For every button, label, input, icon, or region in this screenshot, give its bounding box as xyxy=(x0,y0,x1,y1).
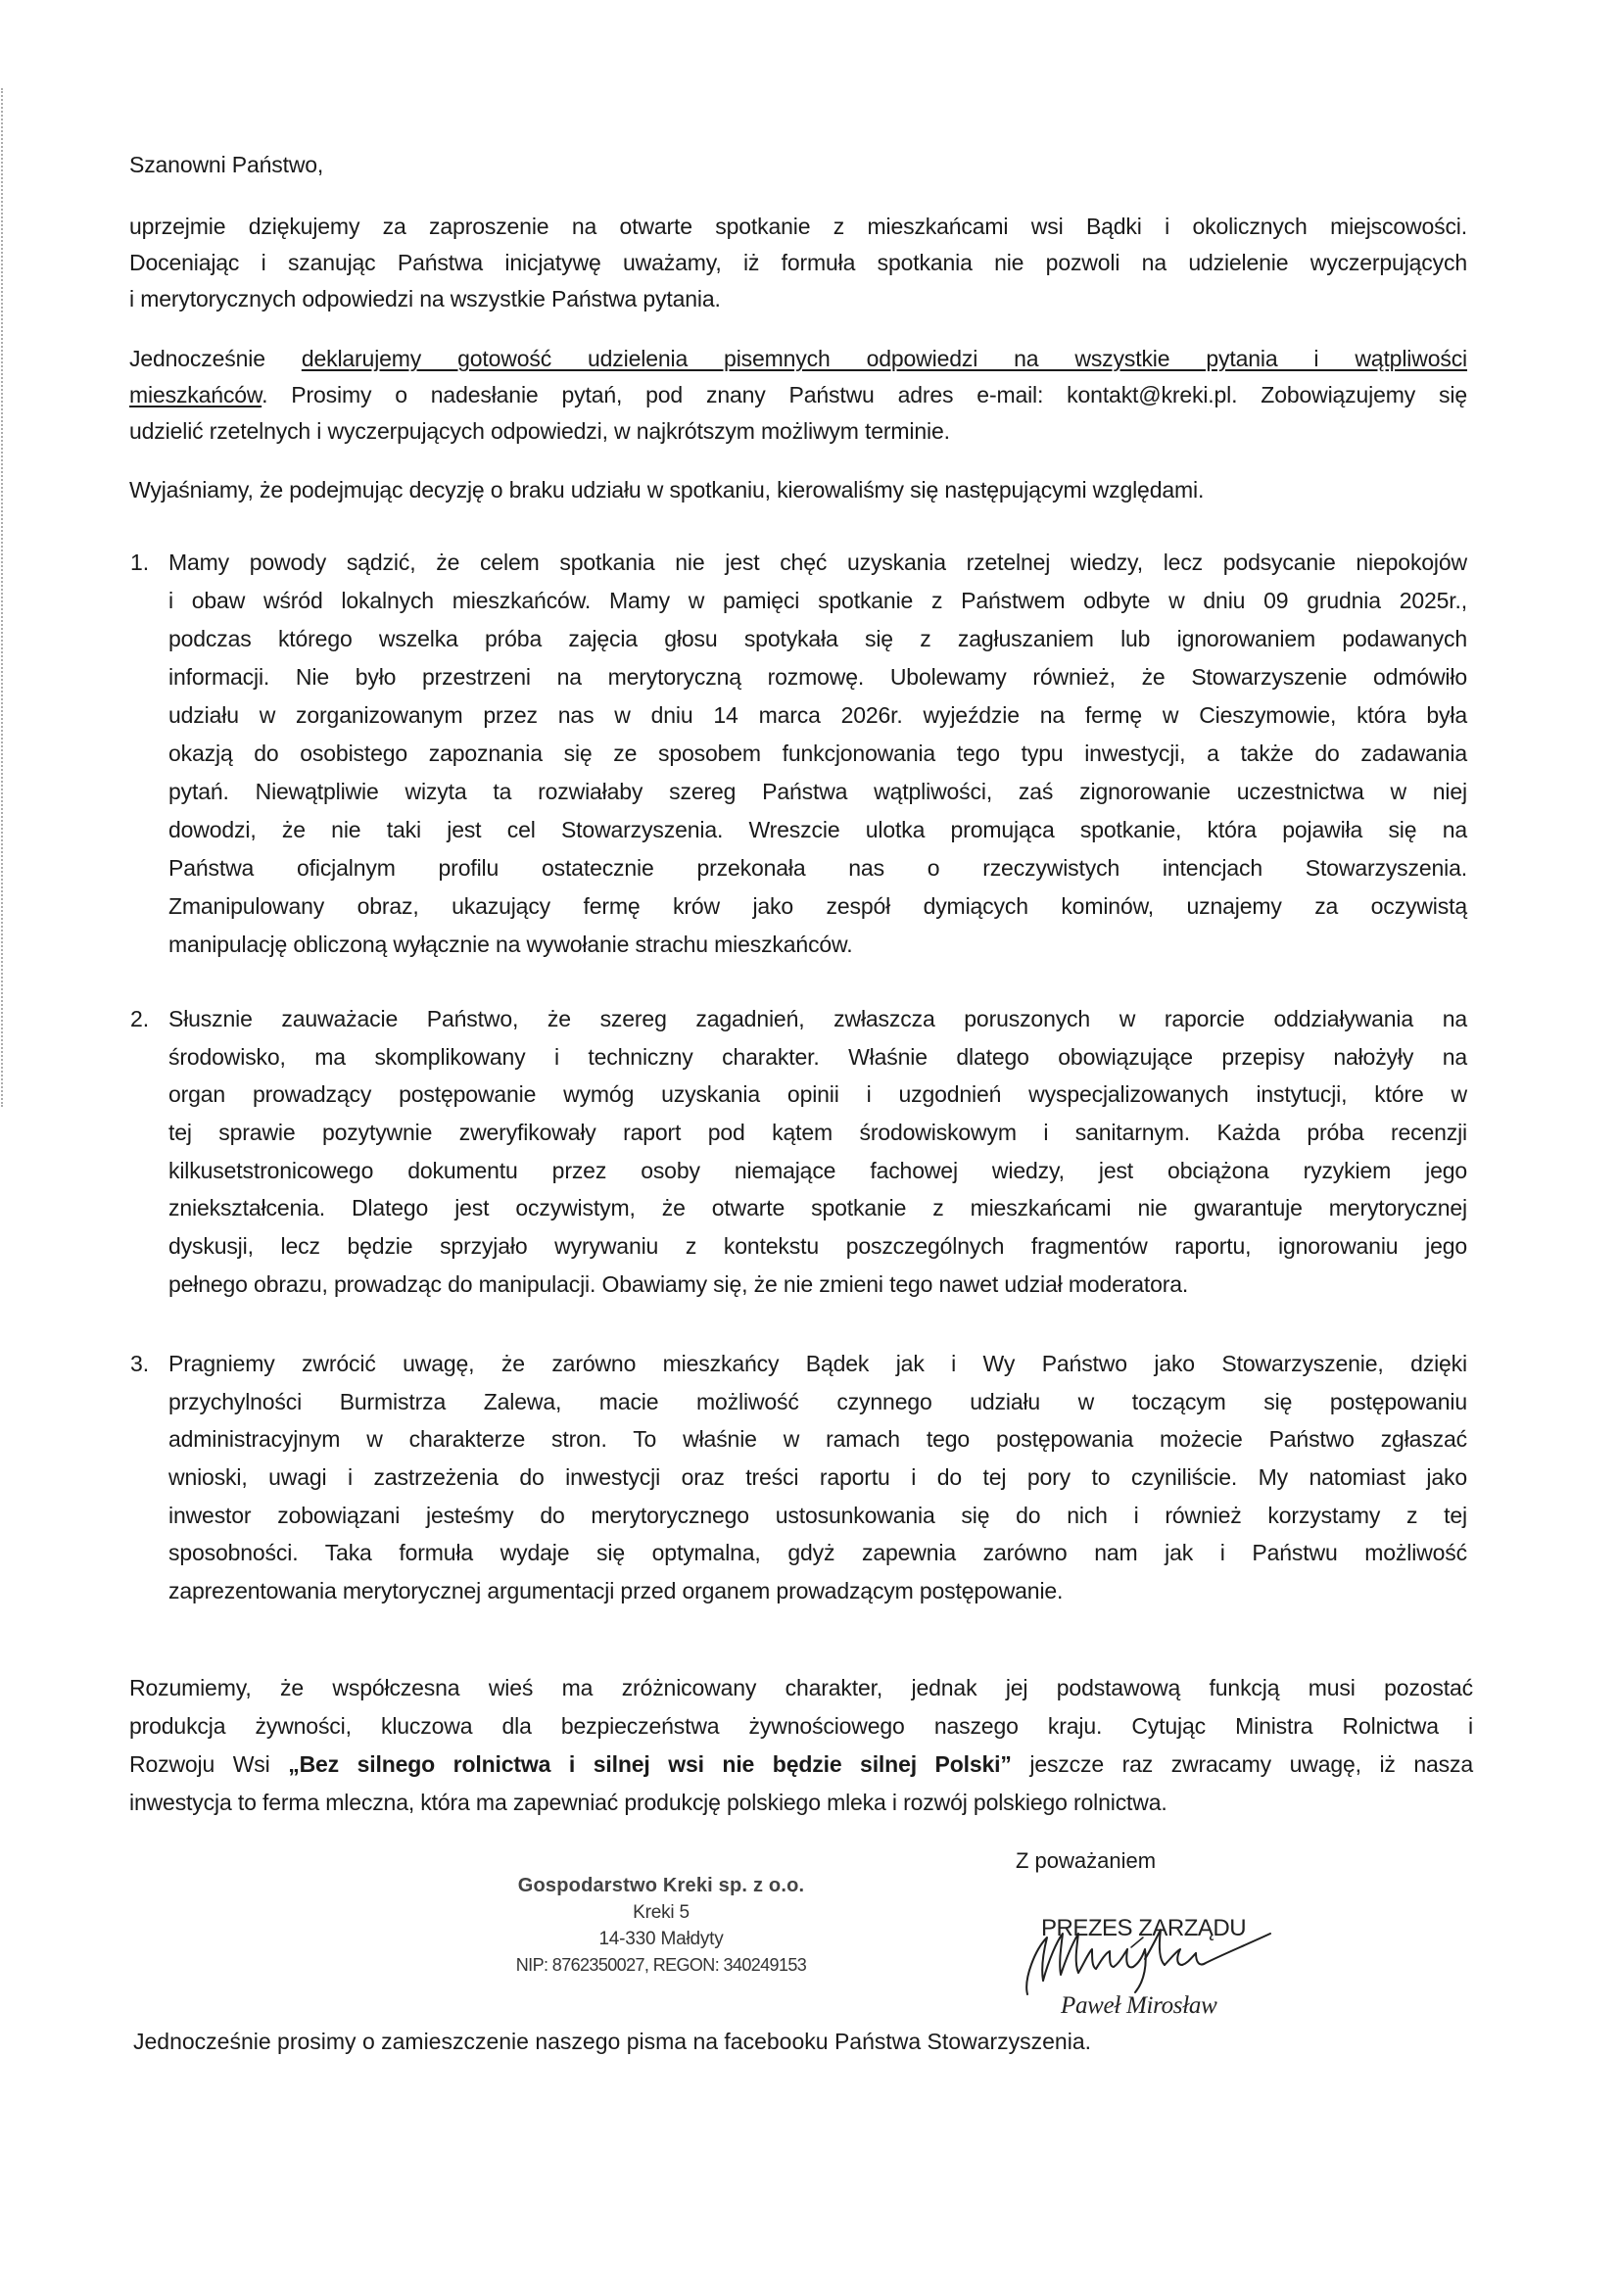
paragraph-line xyxy=(129,1746,1473,1783)
stamp-company-name: Gospodarstwo Kreki sp. z o.o. xyxy=(517,1875,805,1896)
list-number: 3. xyxy=(130,1351,150,1376)
list-line: organ prowadzący postępowanie wymóg uzyskania opinii i uzgodnień wyspecjalizowanych instytucji, które w xyxy=(168,1081,1467,1107)
text-span-with-email: . Prosimy o nadesłanie pytań, pod znany Państwu adres e-mail: kontakt@kreki.pl. Zobowiązujemy się xyxy=(262,382,1467,407)
list-line: środowisko, ma skomplikowany i techniczny charakter. Właśnie dlatego obowiązujące przepisy nałożyły na xyxy=(168,1044,1467,1070)
text-span: jeszcze raz zwracamy uwagę, iż nasza xyxy=(1011,1751,1473,1777)
signer-name-stamp: Paweł Mirosław xyxy=(1061,1992,1217,2019)
salutation: Szanowni Państwo, xyxy=(129,152,324,177)
paragraph-line: udzielić rzetelnych i wyczerpujących odpowiedzi, w najkrótszym możliwym terminie. xyxy=(129,418,950,444)
paragraph-line: produkcja żywności, kluczowa dla bezpieczeństwa żywnościowego naszego kraju. Cytując Ministra Rolnictwa i xyxy=(129,1713,1473,1739)
position-stamp: PREZES ZARZĄDU xyxy=(1041,1915,1247,1941)
list-line: Państwa oficjalnym profilu ostatecznie przekonała nas o rzeczywistych intencjach Stowarzyszenia. xyxy=(168,855,1467,881)
paragraph-line: i merytorycznych odpowiedzi na wszystkie Państwa pytania. xyxy=(129,286,721,311)
minister-quote: „Bez silnego rolnictwa i silnej wsi nie będzie silnej Polski” xyxy=(288,1751,1012,1777)
underlined-declaration: deklarujemy gotowość udzielenia pisemnych odpowiedzi na wszystkie pytania i wątpliwości xyxy=(301,346,1468,371)
list-line: pełnego obrazu, prowadząc do manipulacji. Obawiamy się, że nie zmieni tego nawet udział moderatora. xyxy=(168,1271,1189,1297)
paragraph-line: Rozumiemy, że współczesna wieś ma zróżnicowany charakter, jednak jej podstawową funkcją musi pozostać xyxy=(129,1675,1473,1700)
list-line: pytań. Niewątpliwie wizyta ta rozwiałaby szereg Państwa wątpliwości, zaś zignorowanie uczestnictwa w niej xyxy=(168,779,1467,804)
list-line: i obaw wśród lokalnych mieszkańców. Mamy w pamięci spotkanie z Państwem odbyte w dniu 09 grudnia 2025r., xyxy=(168,588,1467,613)
list-line: sposobności. Taka formuła wydaje się optymalna, gdyż zapewnia zarówno nam jak i Państwu możliwość xyxy=(168,1540,1467,1565)
company-stamp xyxy=(460,1873,862,1979)
stamp-street: Kreki 5 xyxy=(633,1902,690,1923)
text-span: Rozwoju Wsi xyxy=(129,1751,289,1777)
list-line: dowodzi, że nie taki jest cel Stowarzyszenia. Wreszcie ulotka promująca spotkanie, która pojawiła się na xyxy=(168,817,1467,842)
list-line: manipulację obliczoną wyłącznie na wywołanie strachu mieszkańców. xyxy=(168,932,853,957)
paragraph-line xyxy=(129,376,1467,413)
list-line: przychylności Burmistrza Zalewa, macie możliwość czynnego udziału w toczącym się postępowaniu xyxy=(168,1389,1467,1414)
list-line: podczas którego wszelka próba zajęcia głosu spotykała się z zagłuszaniem lub ignorowaniem podawanych xyxy=(168,626,1467,651)
list-number: 1. xyxy=(130,550,150,575)
list-line: tej sprawie pozytywnie zweryfikowały raport pod kątem środowiskowym i sanitarnym. Każda próba recenzji xyxy=(168,1120,1467,1145)
list-line: administracyjnym w charakterze stron. To właśnie w ramach tego postępowania możecie Państwo zgłaszać xyxy=(168,1426,1467,1452)
list-line: zniekształcenia. Dlatego jest oczywistym, że otwarte spotkanie z mieszkańcami nie gwarantuje merytorycznej xyxy=(168,1195,1467,1220)
regards-text: Z poważaniem xyxy=(1016,1848,1157,1873)
paragraph-line: inwestycja to ferma mleczna, która ma zapewniać produkcję polskiego mleka i rozwój polskiego rolnictwa. xyxy=(129,1790,1167,1815)
paragraph-explanation: Wyjaśniamy, że podejmując decyzję o braku udziału w spotkaniu, kierowaliśmy się następującymi względami. xyxy=(129,477,1205,502)
list-line: Słusznie zauważacie Państwo, że szereg zagadnień, zwłaszcza poruszonych w raporcie oddziaływania na xyxy=(168,1006,1467,1031)
list-line: udziału w zorganizowanym przez nas w dniu 14 marca 2026r. wyjeździe na fermę w Cieszymowie, która była xyxy=(168,702,1467,728)
list-line: dyskusji, lecz będzie sprzyjało wyrywaniu z kontekstu poszczególnych fragmentów raportu, ignorowaniu jego xyxy=(168,1233,1467,1259)
list-line: kilkusetstronicowego dokumentu przez osoby niemające fachowej wiedzy, jest obciążona ryzykiem jego xyxy=(168,1158,1467,1183)
stamp-postal-city: 14-330 Małdyty xyxy=(598,1929,724,1949)
underlined-declaration-end: mieszkańców xyxy=(129,382,262,407)
list-line: zaprezentowania merytorycznej argumentacji przed organem prowadzącym postępowanie. xyxy=(168,1578,1064,1603)
list-line: wnioski, uwagi i zastrzeżenia do inwestycji oraz treści raportu i do tej pory to czyniliście. My natomiast jako xyxy=(168,1464,1467,1490)
paragraph-line: Doceniając i szanując Państwa inicjatywę uważamy, iż formuła spotkania nie pozwoli na udzielenie wyczerpujących xyxy=(129,250,1467,275)
postscript: Jednocześnie prosimy o zamieszczenie naszego pisma na facebooku Państwa Stowarzyszenia. xyxy=(133,2029,1092,2054)
list-line: okazją do osobistego zapoznania się ze sposobem funkcjonowania tego typu inwestycji, a także do zadawania xyxy=(168,741,1467,766)
list-number: 2. xyxy=(130,1006,150,1031)
scan-edge-artifact xyxy=(1,88,3,1107)
list-line: Zmanipulowany obraz, ukazujący fermę krów jako zespół dymiących kominów, uznajemy za oczywistą xyxy=(168,893,1467,919)
list-line: inwestor zobowiązani jesteśmy do merytorycznego ustosunkowania się do nich i również korzystamy z tej xyxy=(168,1503,1467,1528)
list-line: informacji. Nie było przestrzeni na merytoryczną rozmowę. Ubolewamy również, że Stowarzyszenie odmówiło xyxy=(168,664,1467,690)
handwritten-signature-icon xyxy=(1014,1920,1278,1998)
paragraph-line: uprzejmie dziękujemy za zaproszenie na otwarte spotkanie z mieszkańcami wsi Bądki i okolicznych miejscowości. xyxy=(129,214,1467,239)
text-span: Jednocześnie xyxy=(129,346,302,371)
stamp-tax-ids: NIP: 8762350027, REGON: 340249153 xyxy=(515,1955,807,1975)
list-line: Mamy powody sądzić, że celem spotkania nie jest chęć uzyskania rzetelnej wiedzy, lecz podsycanie niepokojów xyxy=(168,550,1467,575)
list-line: Pragniemy zwrócić uwagę, że zarówno mieszkańcy Bądek jak i Wy Państwo jako Stowarzyszenie, dzięki xyxy=(168,1351,1467,1376)
paragraph-line xyxy=(129,340,1467,377)
